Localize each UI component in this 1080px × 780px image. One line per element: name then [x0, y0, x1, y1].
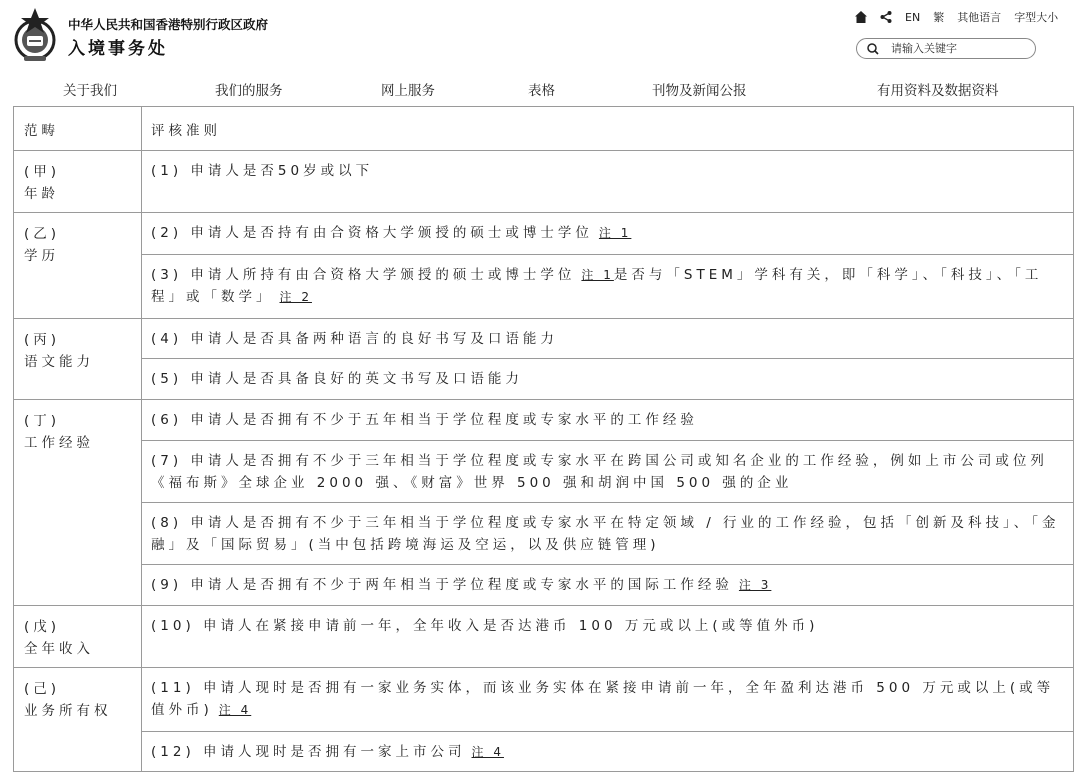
font-size-link[interactable]: 字型大小 [1014, 11, 1059, 24]
home-icon[interactable] [855, 11, 867, 23]
criterion-4: (4) 申请人是否具备两种语言的良好书写及口语能力 [142, 319, 1074, 359]
table-row [14, 151, 1074, 213]
table-row [14, 606, 1074, 668]
category-work-experience [14, 400, 142, 606]
criterion-5: (5) 申请人是否具备良好的英文书写及口语能力 [142, 359, 1074, 400]
search-input[interactable] [891, 42, 1021, 55]
assessment-criteria-table [13, 106, 1074, 772]
category-code: (丙) [24, 332, 61, 348]
criterion-2: (2) 申请人是否持有由合资格大学颁授的硕士或博士学位 注 1 [142, 213, 1074, 255]
criterion-11: (11) 申请人现时是否拥有一家业务实体，而该业务实体在紧接申请前一年，全年盈利达港币 500 万元或以上(或等值外币) 注 4 [142, 668, 1074, 732]
footnote-link[interactable]: 注 1 [598, 226, 632, 240]
category-code: (己) [24, 681, 61, 697]
category-code: (乙) [24, 226, 61, 242]
footnote-link[interactable]: 注 4 [218, 703, 252, 717]
table-row [14, 441, 1074, 503]
nav-item-useful-info[interactable]: 有用资料及数据资料 [877, 83, 999, 99]
criterion-10: (10) 申请人在紧接申请前一年，全年收入是否达港币 100 万元或以上(或等值外币) [142, 606, 1074, 668]
category-language [14, 319, 142, 400]
table-row [14, 255, 1074, 319]
search-icon[interactable] [867, 43, 879, 55]
criterion-9: (9) 申请人是否拥有不少于两年相当于学位程度或专家水平的国际工作经验 注 3 [142, 565, 1074, 606]
nav-item-forms[interactable]: 表格 [528, 83, 555, 99]
language-traditional-link[interactable]: 繁 [933, 11, 945, 24]
category-age [14, 151, 142, 213]
category-education [14, 213, 142, 319]
table-row [14, 400, 1074, 441]
footnote-link[interactable]: 注 3 [738, 578, 772, 592]
criterion-8: (8) 申请人是否拥有不少于三年相当于学位程度或专家水平在特定领域 / 行业的工作经验，包括「创新及科技」、「金融」及「国际贸易」(当中包括跨境海运及空运，以及供应链管理) [142, 503, 1074, 565]
category-name: 业务所有权 [24, 703, 112, 719]
government-name: 中华人民共和国香港特别行政区政府 [68, 17, 269, 32]
nav-item-online-services[interactable]: 网上服务 [381, 83, 435, 99]
category-name: 学历 [24, 248, 59, 264]
footnote-link[interactable]: 注 4 [471, 745, 504, 759]
top-links [855, 8, 1071, 26]
nav-item-our-services[interactable]: 我们的服务 [215, 83, 283, 99]
category-name: 工作经验 [24, 435, 94, 451]
criterion-1: (1) 申请人是否50岁或以下 [142, 151, 1074, 213]
footnote-link[interactable]: 注 2 [279, 290, 312, 304]
table-row [14, 359, 1074, 400]
criterion-7: (7) 申请人是否拥有不少于三年相当于学位程度或专家水平在跨国公司或知名企业的工作经验，例如上市公司或位列《福布斯》全球企业 2000 强、《财富》世界 500 强和胡润中国 500 强的企业 [142, 441, 1074, 503]
search-box[interactable] [856, 38, 1036, 59]
criterion-3: (3) 申请人所持有由合资格大学颁授的硕士或博士学位 注 1是否与「STEM」学科有关，即「科学」、「科技」、「工程」或「数学」 注 2 [142, 255, 1074, 319]
header-criteria: 评核准则 [142, 107, 1074, 151]
category-name: 语文能力 [24, 354, 94, 370]
category-code: (甲) [24, 164, 61, 180]
table-row [14, 565, 1074, 606]
footnote-link[interactable]: 注 1 [581, 268, 614, 282]
criterion-12: (12) 申请人现时是否拥有一家上市公司 注 4 [142, 732, 1074, 772]
category-business-ownership [14, 668, 142, 772]
header-category: 范畴 [14, 107, 142, 151]
category-name: 全年收入 [24, 641, 94, 657]
table-row [14, 319, 1074, 359]
nav-item-publications-press[interactable]: 刊物及新闻公报 [652, 83, 747, 99]
language-en-link[interactable]: EN [905, 10, 921, 24]
department-name[interactable]: 入境事务处 [68, 39, 168, 59]
table-row [14, 732, 1074, 772]
share-icon[interactable] [880, 11, 892, 23]
hk-immigration-emblem-icon[interactable] [12, 6, 58, 62]
category-name: 年龄 [24, 186, 59, 202]
category-code: (丁) [24, 413, 61, 429]
category-annual-income [14, 606, 142, 668]
nav-item-about-us[interactable]: 关于我们 [63, 83, 117, 99]
table-row [14, 213, 1074, 255]
table-header-row [14, 107, 1074, 151]
site-header [0, 0, 1080, 70]
criterion-6: (6) 申请人是否拥有不少于五年相当于学位程度或专家水平的工作经验 [142, 400, 1074, 441]
main-nav [0, 70, 1080, 104]
table-row [14, 503, 1074, 565]
table-row [14, 668, 1074, 732]
other-languages-link[interactable]: 其他语言 [957, 11, 1002, 24]
category-code: (戊) [24, 619, 61, 635]
